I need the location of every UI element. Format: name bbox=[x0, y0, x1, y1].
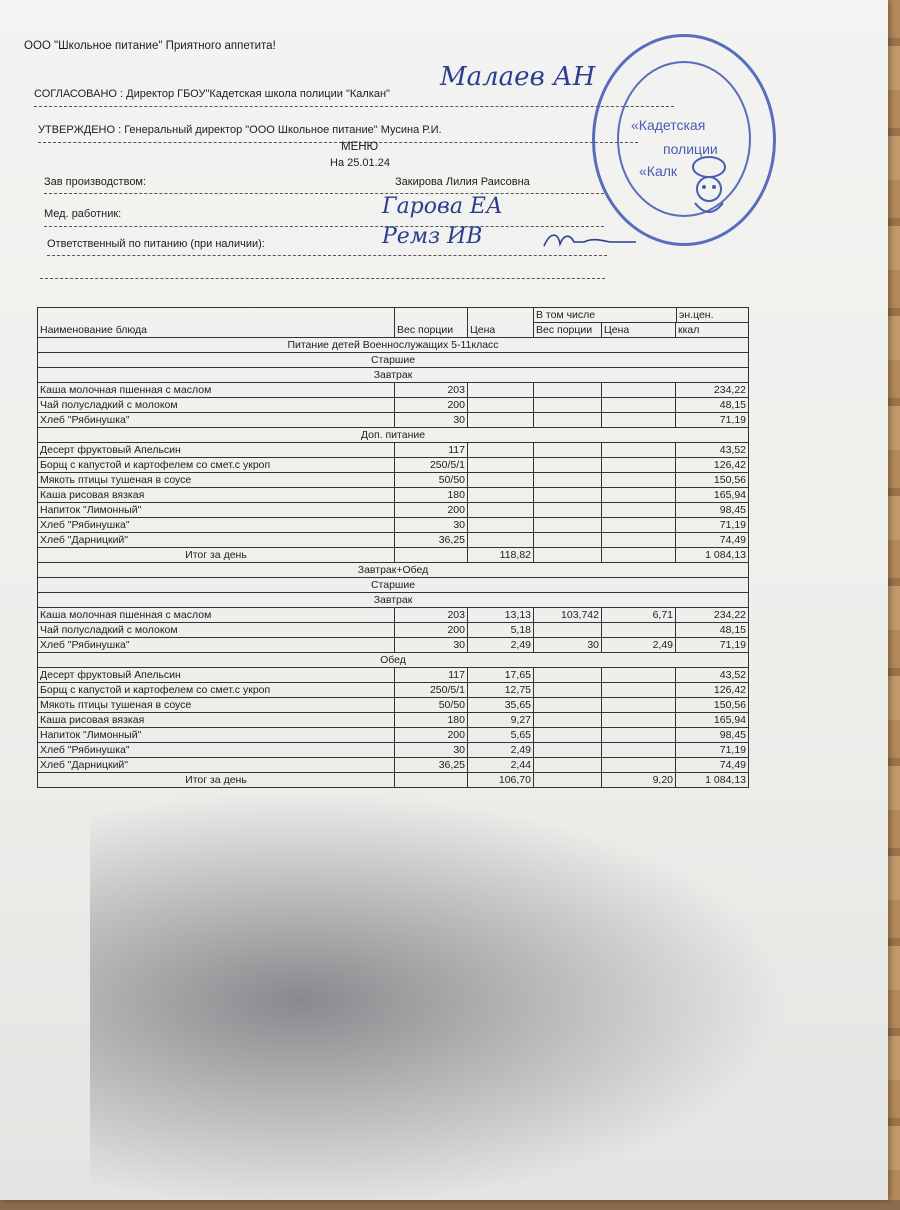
header-included-group bbox=[534, 308, 749, 323]
included-weight-cell: 30 bbox=[534, 638, 602, 653]
dish-name: Каша молочная пшенная с маслом bbox=[38, 383, 395, 398]
table-row bbox=[38, 383, 749, 398]
section-title: Старшие bbox=[38, 578, 749, 593]
section-row bbox=[38, 653, 749, 668]
table-row bbox=[38, 743, 749, 758]
weight-cell: 200 bbox=[395, 728, 468, 743]
table-row bbox=[38, 518, 749, 533]
weight-cell: 203 bbox=[395, 383, 468, 398]
table-row bbox=[38, 413, 749, 428]
kcal-cell: 150,56 bbox=[676, 698, 749, 713]
medic-underline bbox=[44, 226, 604, 227]
price-cell: 35,65 bbox=[468, 698, 534, 713]
dish-name: Десерт фруктовый Апельсин bbox=[38, 443, 395, 458]
dish-name: Мякоть птицы тушеная в соусе bbox=[38, 473, 395, 488]
included-weight-cell bbox=[534, 773, 602, 788]
responsible-signature-scribble bbox=[540, 228, 640, 254]
approved-underline bbox=[34, 106, 674, 107]
dish-name: Каша рисовая вязкая bbox=[38, 488, 395, 503]
included-weight-cell bbox=[534, 683, 602, 698]
total-label: Итог за день bbox=[38, 548, 395, 563]
table-row bbox=[38, 503, 749, 518]
price-cell bbox=[468, 458, 534, 473]
table-row bbox=[38, 443, 749, 458]
section-row bbox=[38, 428, 749, 443]
table-row bbox=[38, 608, 749, 623]
included-weight-cell: 103,742 bbox=[534, 608, 602, 623]
price-cell bbox=[468, 443, 534, 458]
price-cell: 9,27 bbox=[468, 713, 534, 728]
included-price-cell bbox=[602, 728, 676, 743]
org-line: ООО "Школьное питание" Приятного аппетита! bbox=[24, 40, 276, 52]
price-cell: 2,44 bbox=[468, 758, 534, 773]
weight-cell: 200 bbox=[395, 623, 468, 638]
header-energy-1: эн.цен. bbox=[676, 308, 714, 322]
weight-cell: 50/50 bbox=[395, 698, 468, 713]
dish-name: Хлеб "Рябинушка" bbox=[38, 413, 395, 428]
kcal-cell: 71,19 bbox=[676, 638, 749, 653]
dish-name: Борщ с капустой и картофелем со смет.с укроп bbox=[38, 683, 395, 698]
production-name: Закирова Лилия Раисовна bbox=[395, 176, 530, 188]
included-weight-cell bbox=[534, 518, 602, 533]
included-price-cell bbox=[602, 458, 676, 473]
included-weight-cell bbox=[534, 728, 602, 743]
table-header-row-1 bbox=[38, 308, 749, 323]
header-price: Цена bbox=[468, 308, 534, 338]
weight-cell bbox=[395, 773, 468, 788]
header-dish-name: Наименование блюда bbox=[38, 308, 395, 338]
dish-name: Борщ с капустой и картофелем со смет.с укроп bbox=[38, 458, 395, 473]
menu-title: МЕНЮ bbox=[341, 141, 379, 153]
table-row bbox=[38, 398, 749, 413]
included-weight-cell bbox=[534, 668, 602, 683]
section-row bbox=[38, 563, 749, 578]
included-weight-cell bbox=[534, 488, 602, 503]
total-label: Итог за день bbox=[38, 773, 395, 788]
included-weight-cell bbox=[534, 548, 602, 563]
included-weight-cell bbox=[534, 413, 602, 428]
kcal-cell: 234,22 bbox=[676, 383, 749, 398]
responsible-signature: Ремз ИВ bbox=[382, 224, 483, 249]
kcal-cell: 98,45 bbox=[676, 728, 749, 743]
table-row bbox=[38, 728, 749, 743]
kcal-cell: 71,19 bbox=[676, 743, 749, 758]
dish-name: Чай полусладкий с молоком bbox=[38, 398, 395, 413]
included-price-cell bbox=[602, 683, 676, 698]
section-title: Завтрак bbox=[38, 593, 749, 608]
weight-cell: 180 bbox=[395, 713, 468, 728]
dish-name: Напиток "Лимонный" bbox=[38, 503, 395, 518]
shadow-overlay bbox=[90, 790, 790, 1210]
weight-cell: 250/5/1 bbox=[395, 458, 468, 473]
stamp-text-1: «Кадетская bbox=[631, 117, 706, 133]
extra-underline bbox=[40, 278, 605, 279]
price-cell bbox=[468, 383, 534, 398]
included-weight-cell bbox=[534, 713, 602, 728]
kcal-cell: 74,49 bbox=[676, 758, 749, 773]
included-weight-cell bbox=[534, 503, 602, 518]
included-weight-cell bbox=[534, 533, 602, 548]
stamp-text-3: «Калк bbox=[639, 163, 678, 179]
section-row bbox=[38, 578, 749, 593]
weight-cell: 30 bbox=[395, 518, 468, 533]
price-cell bbox=[468, 398, 534, 413]
section-title: Питание детей Военнослужащих 5-11класс bbox=[38, 338, 749, 353]
included-price-cell bbox=[602, 713, 676, 728]
section-title: Обед bbox=[38, 653, 749, 668]
section-row bbox=[38, 353, 749, 368]
kcal-cell: 43,52 bbox=[676, 668, 749, 683]
section-title: Доп. питание bbox=[38, 428, 749, 443]
dish-name: Каша рисовая вязкая bbox=[38, 713, 395, 728]
kcal-cell: 126,42 bbox=[676, 683, 749, 698]
weight-cell: 30 bbox=[395, 743, 468, 758]
included-price-cell bbox=[602, 443, 676, 458]
kcal-cell: 48,15 bbox=[676, 398, 749, 413]
included-price-cell bbox=[602, 548, 676, 563]
weight-cell bbox=[395, 548, 468, 563]
price-cell: 17,65 bbox=[468, 668, 534, 683]
price-cell: 2,49 bbox=[468, 743, 534, 758]
confirmed-underline bbox=[38, 142, 638, 143]
weight-cell: 30 bbox=[395, 638, 468, 653]
included-price-cell bbox=[602, 758, 676, 773]
dish-name: Чай полусладкий с молоком bbox=[38, 623, 395, 638]
total-row bbox=[38, 548, 749, 563]
price-cell bbox=[468, 518, 534, 533]
included-price-cell: 2,49 bbox=[602, 638, 676, 653]
included-weight-cell bbox=[534, 743, 602, 758]
table-row bbox=[38, 668, 749, 683]
included-price-cell: 6,71 bbox=[602, 608, 676, 623]
header-included-weight: Вес порции bbox=[534, 323, 602, 338]
included-weight-cell bbox=[534, 698, 602, 713]
table-row bbox=[38, 638, 749, 653]
table-row bbox=[38, 758, 749, 773]
section-row bbox=[38, 368, 749, 383]
dish-name: Мякоть птицы тушеная в соусе bbox=[38, 698, 395, 713]
price-cell: 5,65 bbox=[468, 728, 534, 743]
responsible-underline bbox=[47, 255, 607, 256]
stamp-text-2: полиции bbox=[663, 141, 718, 157]
table-row bbox=[38, 683, 749, 698]
weight-cell: 36,25 bbox=[395, 758, 468, 773]
price-cell bbox=[468, 533, 534, 548]
dish-name: Хлеб "Рябинушка" bbox=[38, 518, 395, 533]
dish-name: Десерт фруктовый Апельсин bbox=[38, 668, 395, 683]
included-weight-cell bbox=[534, 473, 602, 488]
total-row bbox=[38, 773, 749, 788]
table-row bbox=[38, 713, 749, 728]
included-price-cell bbox=[602, 503, 676, 518]
menu-table bbox=[37, 307, 749, 788]
weight-cell: 117 bbox=[395, 668, 468, 683]
kcal-cell: 126,42 bbox=[676, 458, 749, 473]
included-price-cell bbox=[602, 473, 676, 488]
kcal-cell: 74,49 bbox=[676, 533, 749, 548]
price-cell: 12,75 bbox=[468, 683, 534, 698]
included-price-cell bbox=[602, 518, 676, 533]
weight-cell: 250/5/1 bbox=[395, 683, 468, 698]
dish-name: Хлеб "Рябинушка" bbox=[38, 743, 395, 758]
kcal-cell: 1 084,13 bbox=[676, 548, 749, 563]
section-row bbox=[38, 338, 749, 353]
header-energy-2: ккал bbox=[676, 323, 749, 338]
price-cell bbox=[468, 413, 534, 428]
included-price-cell bbox=[602, 398, 676, 413]
included-price-cell bbox=[602, 668, 676, 683]
round-stamp bbox=[592, 34, 776, 246]
kcal-cell: 150,56 bbox=[676, 473, 749, 488]
price-cell: 118,82 bbox=[468, 548, 534, 563]
approved-line: СОГЛАСОВАНО : Директор ГБОУ"Кадетская школа полиции "Калкан" bbox=[34, 88, 390, 100]
table-row bbox=[38, 458, 749, 473]
included-price-cell bbox=[602, 743, 676, 758]
responsible-label: Ответственный по питанию (при наличии): bbox=[47, 238, 265, 250]
kcal-cell: 234,22 bbox=[676, 608, 749, 623]
included-price-cell bbox=[602, 698, 676, 713]
price-cell bbox=[468, 488, 534, 503]
included-weight-cell bbox=[534, 443, 602, 458]
weight-cell: 36,25 bbox=[395, 533, 468, 548]
weight-cell: 203 bbox=[395, 608, 468, 623]
header-included-price: Цена bbox=[602, 323, 676, 338]
included-weight-cell bbox=[534, 458, 602, 473]
price-cell: 106,70 bbox=[468, 773, 534, 788]
dish-name: Каша молочная пшенная с маслом bbox=[38, 608, 395, 623]
price-cell: 13,13 bbox=[468, 608, 534, 623]
weight-cell: 117 bbox=[395, 443, 468, 458]
included-weight-cell bbox=[534, 623, 602, 638]
table-row bbox=[38, 473, 749, 488]
included-price-cell bbox=[602, 413, 676, 428]
weight-cell: 180 bbox=[395, 488, 468, 503]
header-included: В том числе bbox=[536, 309, 596, 321]
weight-cell: 50/50 bbox=[395, 473, 468, 488]
included-weight-cell bbox=[534, 758, 602, 773]
kcal-cell: 71,19 bbox=[676, 413, 749, 428]
kcal-cell: 71,19 bbox=[676, 518, 749, 533]
section-title: Завтрак bbox=[38, 368, 749, 383]
table-row bbox=[38, 533, 749, 548]
dish-name: Хлеб "Рябинушка" bbox=[38, 638, 395, 653]
header-weight: Вес порции bbox=[395, 308, 468, 338]
weight-cell: 200 bbox=[395, 398, 468, 413]
price-cell: 2,49 bbox=[468, 638, 534, 653]
included-price-cell: 9,20 bbox=[602, 773, 676, 788]
medic-signature: Гарова ЕА bbox=[382, 194, 503, 219]
kcal-cell: 98,45 bbox=[676, 503, 749, 518]
table-row bbox=[38, 623, 749, 638]
included-weight-cell bbox=[534, 383, 602, 398]
dish-name: Хлеб "Дарницкий" bbox=[38, 758, 395, 773]
kcal-cell: 165,94 bbox=[676, 713, 749, 728]
dish-name: Напиток "Лимонный" bbox=[38, 728, 395, 743]
production-label: Зав производством: bbox=[44, 176, 147, 188]
included-price-cell bbox=[602, 533, 676, 548]
included-price-cell bbox=[602, 623, 676, 638]
weight-cell: 30 bbox=[395, 413, 468, 428]
price-cell: 5,18 bbox=[468, 623, 534, 638]
kcal-cell: 165,94 bbox=[676, 488, 749, 503]
weight-cell: 200 bbox=[395, 503, 468, 518]
director-signature: Малаев АН bbox=[440, 62, 596, 92]
included-weight-cell bbox=[534, 398, 602, 413]
section-row bbox=[38, 593, 749, 608]
menu-date: На 25.01.24 bbox=[330, 157, 390, 169]
kcal-cell: 43,52 bbox=[676, 443, 749, 458]
kcal-cell: 48,15 bbox=[676, 623, 749, 638]
section-title: Завтрак+Обед bbox=[38, 563, 749, 578]
chef-mascot-icon bbox=[681, 155, 737, 225]
included-price-cell bbox=[602, 488, 676, 503]
production-underline bbox=[44, 193, 604, 194]
table-row bbox=[38, 698, 749, 713]
price-cell bbox=[468, 473, 534, 488]
price-cell bbox=[468, 503, 534, 518]
included-price-cell bbox=[602, 383, 676, 398]
table-row bbox=[38, 488, 749, 503]
section-title: Старшие bbox=[38, 353, 749, 368]
dish-name: Хлеб "Дарницкий" bbox=[38, 533, 395, 548]
confirmed-line: УТВЕРЖДЕНО : Генеральный директор "ООО Школьное питание" Мусина Р.И. bbox=[38, 124, 442, 136]
kcal-cell: 1 084,13 bbox=[676, 773, 749, 788]
medic-label: Мед. работник: bbox=[44, 208, 122, 220]
